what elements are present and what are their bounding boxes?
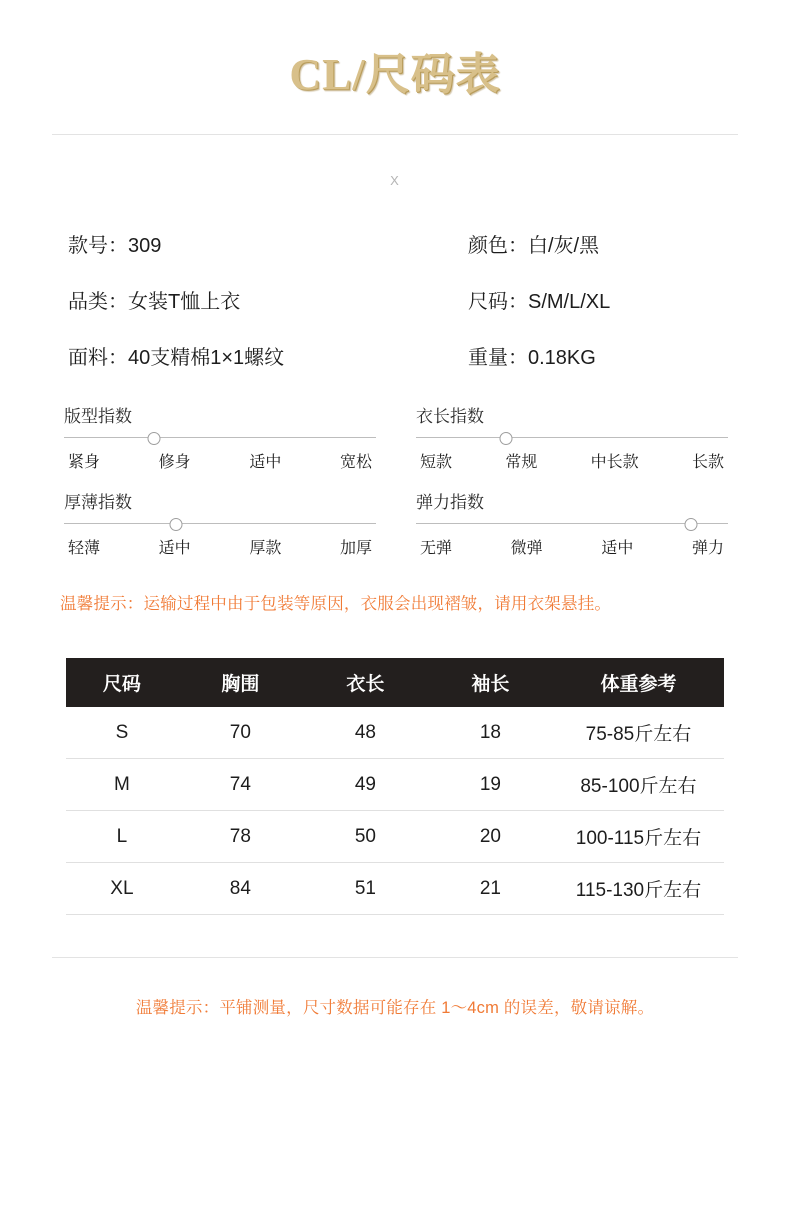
table-header-cell: 胸围 [178, 658, 303, 707]
spec-cell-weight [468, 346, 730, 370]
index-block-thickness [64, 488, 376, 558]
index-label: 适中 [249, 454, 282, 471]
table-cell: 74 [178, 759, 303, 811]
table-header-cell: 袖长 [428, 658, 553, 707]
table-cell: M [66, 759, 178, 811]
index-slider-line [64, 523, 376, 524]
index-labels [416, 449, 728, 472]
index-sliders-section [0, 402, 790, 574]
spec-label: 重量： [468, 347, 528, 369]
index-title: 厚薄指数 [64, 493, 132, 512]
table-cell: 84 [178, 863, 303, 915]
spec-cell-style-no [68, 234, 468, 258]
index-labels [64, 449, 376, 472]
table-header-cell: 体重参考 [553, 658, 724, 707]
index-slider-handle[interactable] [684, 518, 697, 531]
index-slider-line [416, 437, 728, 438]
index-title: 衣长指数 [416, 407, 484, 426]
table-header-cell: 衣长 [303, 658, 428, 707]
spec-value: 女装T恤上衣 [128, 291, 241, 313]
index-slider-track[interactable] [64, 431, 376, 445]
spec-label: 颜色： [468, 235, 528, 257]
table-cell: 51 [303, 863, 428, 915]
index-label: 中长款 [590, 454, 639, 471]
index-slider-handle[interactable] [500, 432, 513, 445]
divider-bottom [52, 957, 738, 958]
index-title: 弹力指数 [416, 493, 484, 512]
index-slider-handle[interactable] [170, 518, 183, 531]
index-label: 加厚 [339, 540, 372, 557]
index-labels [416, 535, 728, 558]
index-label: 短款 [420, 454, 453, 471]
index-title: 版型指数 [64, 407, 132, 426]
table-header-row [66, 658, 724, 707]
index-label: 弹力 [691, 540, 724, 557]
index-label: 常规 [505, 454, 538, 471]
size-table-body [66, 707, 724, 915]
spec-cell-category [68, 290, 468, 314]
index-slider-line [64, 437, 376, 438]
index-slider-handle[interactable] [148, 432, 161, 445]
table-cell: 75-85斤左右 [553, 707, 724, 759]
table-cell: 70 [178, 707, 303, 759]
spec-section [0, 234, 790, 370]
spec-label: 面料： [68, 347, 128, 369]
index-label: 微弹 [510, 540, 543, 557]
spec-cell-color [468, 234, 730, 258]
page-title: CL/尺码表 [289, 50, 501, 99]
index-block-elasticity [416, 488, 728, 558]
index-label: 修身 [158, 454, 191, 471]
spec-value: 0.18KG [528, 347, 596, 369]
table-row [66, 759, 724, 811]
table-cell: S [66, 707, 178, 759]
index-label: 紧身 [68, 454, 101, 471]
shipping-tip: 温馨提示：运输过程中由于包装等原因，衣服会出现褶皱，请用衣架悬挂。 [60, 595, 612, 613]
spec-label: 款号： [68, 235, 128, 257]
spec-label: 尺码： [468, 291, 528, 313]
spec-cell-size [468, 290, 730, 314]
index-slider-track[interactable] [64, 517, 376, 531]
spec-row [68, 234, 730, 258]
table-cell: 85-100斤左右 [553, 759, 724, 811]
table-cell: 100-115斤左右 [553, 811, 724, 863]
index-slider-track[interactable] [416, 431, 728, 445]
index-label: 厚款 [249, 540, 282, 557]
table-row [66, 811, 724, 863]
table-cell: 19 [428, 759, 553, 811]
index-slider-line [416, 523, 728, 524]
x-mark-icon: X [390, 173, 400, 188]
spec-value: 309 [128, 235, 162, 257]
index-label: 适中 [601, 540, 634, 557]
table-row [66, 707, 724, 759]
index-label: 宽松 [339, 454, 372, 471]
table-cell: 21 [428, 863, 553, 915]
size-table-wrap [66, 658, 724, 915]
index-label: 无弹 [420, 540, 453, 557]
index-labels [64, 535, 376, 558]
index-label: 长款 [691, 454, 724, 471]
table-cell: L [66, 811, 178, 863]
page-title-wrap [0, 0, 790, 102]
table-cell: 115-130斤左右 [553, 863, 724, 915]
table-cell: 20 [428, 811, 553, 863]
spec-value: 白/灰/黑 [528, 235, 600, 257]
spec-label: 品类： [68, 291, 128, 313]
spec-value: S/M/L/XL [528, 291, 611, 313]
table-row [66, 863, 724, 915]
table-cell: 48 [303, 707, 428, 759]
index-block-length [416, 402, 728, 472]
table-cell: 18 [428, 707, 553, 759]
index-label: 轻薄 [68, 540, 101, 557]
spec-row [68, 290, 730, 314]
index-label: 适中 [158, 540, 191, 557]
spec-value: 40支精棉1×1螺纹 [128, 347, 285, 369]
index-block-fit [64, 402, 376, 472]
table-header-cell: 尺码 [66, 658, 178, 707]
table-cell: 78 [178, 811, 303, 863]
divider-top [52, 134, 738, 135]
table-cell: 50 [303, 811, 428, 863]
size-table-head [66, 658, 724, 707]
size-table [66, 658, 724, 915]
index-slider-track[interactable] [416, 517, 728, 531]
measurement-tip: 温馨提示：平铺测量，尺寸数据可能存在 1～4cm 的误差，敬请谅解。 [135, 999, 655, 1017]
table-cell: XL [66, 863, 178, 915]
spec-row [68, 346, 730, 370]
table-cell: 49 [303, 759, 428, 811]
spec-cell-fabric [68, 346, 468, 370]
